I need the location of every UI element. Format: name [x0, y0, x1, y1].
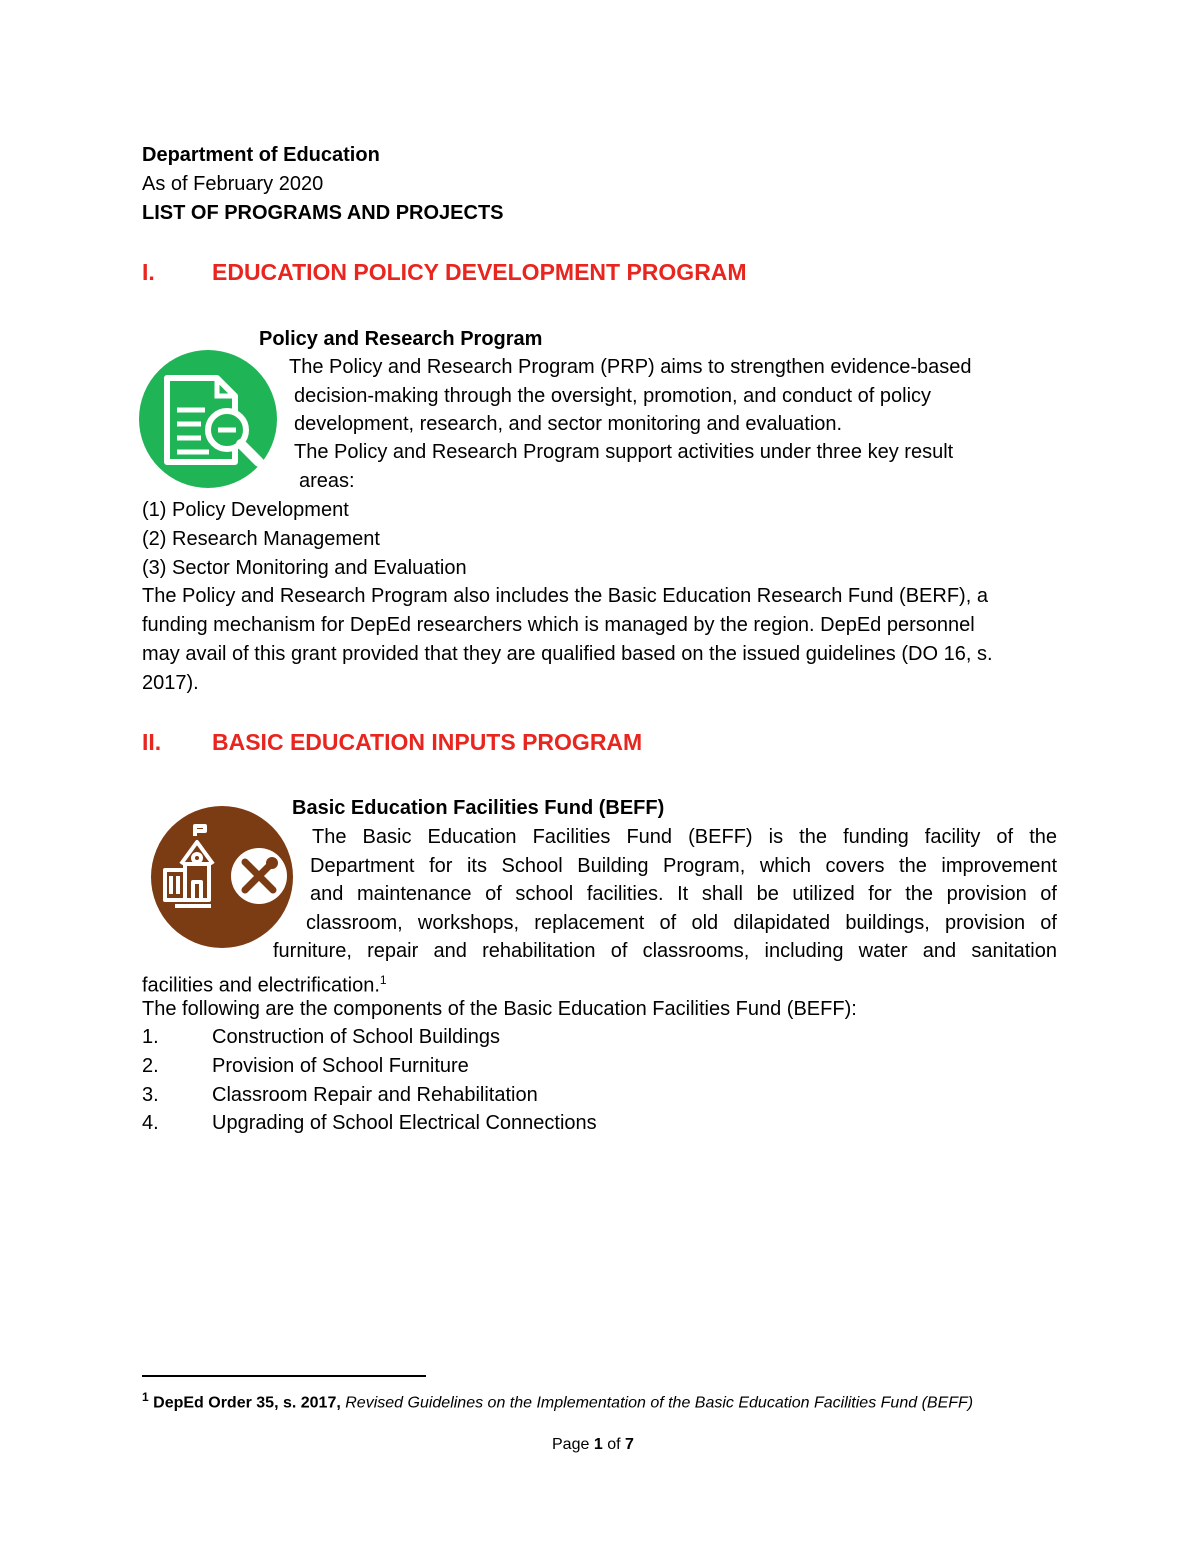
beff-line-2: Department for its School Building Program, which covers the improvement — [310, 855, 1057, 877]
beff-line-4: classroom, workshops, replacement of old dilapidated buildings, provision of — [306, 912, 1057, 934]
of-label: of — [607, 1436, 621, 1453]
berf-line-4: 2017). — [142, 672, 199, 694]
component-text-4: Upgrading of School Electrical Connections — [212, 1112, 597, 1134]
prp-line-5: areas: — [299, 470, 355, 492]
section1-numeral: I. — [142, 259, 155, 285]
page-label: Page — [552, 1436, 590, 1453]
berf-line-2: funding mechanism for DepEd researchers which is managed by the region. DepEd personnel — [142, 614, 975, 636]
org-name: Department of Education — [142, 144, 380, 166]
area-item-3: (3) Sector Monitoring and Evaluation — [142, 557, 467, 579]
footnote-ref[interactable]: 1 — [379, 973, 387, 987]
prp-line-4: The Policy and Research Program support activities under three key result — [294, 441, 954, 463]
footnote-ref-text: DepEd Order 35, s. 2017, — [153, 1394, 341, 1412]
components-intro: The following are the components of the Basic Education Facilities Fund (BEFF): — [142, 998, 857, 1020]
footnote-separator — [142, 1375, 426, 1377]
prp-line-3: development, research, and sector monitoring and evaluation. — [294, 413, 843, 435]
document-magnifier-icon — [139, 348, 277, 490]
area-item-1: (1) Policy Development — [142, 499, 349, 521]
beff-line-5: furniture, repair and rehabilitation of classrooms, including water and sanitation — [273, 940, 1057, 962]
component-text-1: Construction of School Buildings — [212, 1026, 500, 1048]
component-num-1: 1. — [142, 1026, 159, 1048]
section1-title: EDUCATION POLICY DEVELOPMENT PROGRAM — [212, 259, 747, 285]
page-total: 7 — [624, 1436, 634, 1453]
beff-line-6-text: facilities and electrification. — [142, 974, 380, 997]
beff-line-3: and maintenance of school facilities. It shall be utilized for the provision of — [310, 883, 1057, 905]
list-title: LIST OF PROGRAMS AND PROJECTS — [142, 202, 504, 224]
component-text-3: Classroom Repair and Rehabilitation — [212, 1084, 538, 1106]
berf-line-3: may avail of this grant provided that they are qualified based on the issued guidelines (DO 16, s. — [142, 643, 993, 665]
berf-line-1: The Policy and Research Program also includes the Basic Education Research Fund (BERF), a — [142, 585, 988, 607]
section2-title: BASIC EDUCATION INPUTS PROGRAM — [212, 729, 643, 755]
component-num-2: 2. — [142, 1055, 159, 1077]
section1-program-title: Policy and Research Program — [259, 328, 543, 350]
as-of-date: As of February 2020 — [142, 173, 324, 195]
footnote — [142, 1390, 973, 1412]
page-current: 1 — [593, 1436, 603, 1453]
area-item-2: (2) Research Management — [142, 528, 380, 550]
section2-numeral: II. — [142, 729, 162, 755]
page-number — [552, 1436, 634, 1454]
prp-line-2: decision-making through the oversight, promotion, and conduct of policy — [294, 385, 932, 407]
footnote-mark: 1 — [142, 1390, 149, 1404]
section2-program-title: Basic Education Facilities Fund (BEFF) — [292, 797, 665, 819]
prp-line-1: The Policy and Research Program (PRP) aims to strengthen evidence-based — [289, 356, 972, 378]
component-num-3: 3. — [142, 1084, 159, 1106]
school-tools-icon — [151, 806, 293, 948]
footnote-title: Revised Guidelines on the Implementation of the Basic Education Facilities Fund (BEFF) — [345, 1394, 974, 1412]
component-text-2: Provision of School Furniture — [212, 1055, 469, 1077]
component-num-4: 4. — [142, 1112, 159, 1134]
beff-line-1: The Basic Education Facilities Fund (BEFF) is the funding facility of the — [312, 826, 1057, 848]
